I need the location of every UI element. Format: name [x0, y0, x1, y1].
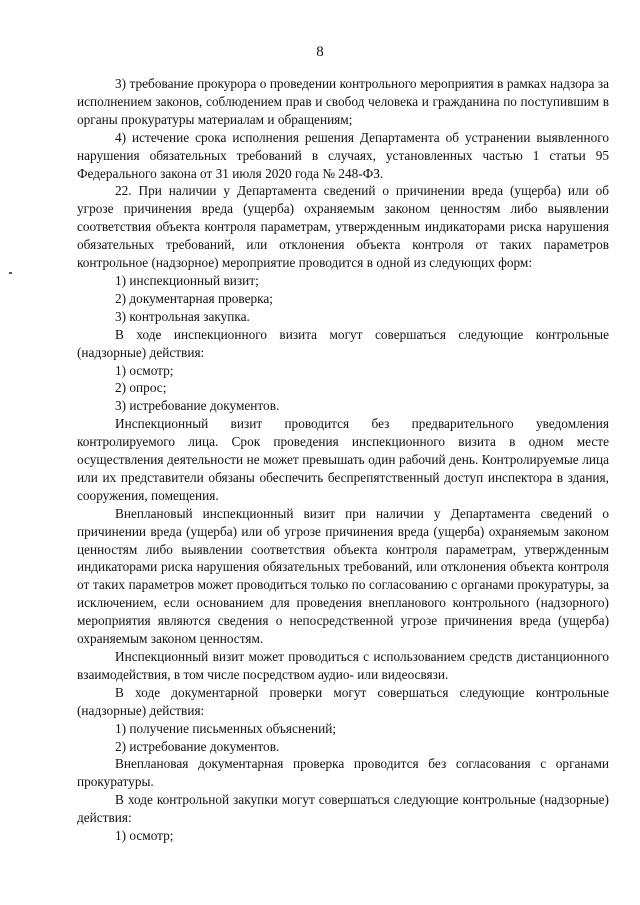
paragraph-control-purchase-actions: В ходе контрольной закупки могут совершаться следующие контрольные (надзорные) действия:: [77, 792, 609, 826]
paragraph-item-22: 22. При наличии у Департамента сведений о причинении вреда (ущерба) или об угрозе причинения вреда (ущерба) охраняемым законом ценностям либо выявлении соответствия объекта контроля параметрам, утвержденным индикаторами риска нарушения обязательных требований, или отклонения объекта контроля от таких параметров контрольное (надзорное) мероприятие проводится в одной из следующих форм:: [77, 183, 609, 271]
paragraph-unscheduled-visit: Внеплановый инспекционный визит при наличии у Департамента сведений о причинении вреда (ущерба) или об угрозе причинения вреда (ущерба) охраняемым законом ценностям либо выявлении соответствия объекта контроля параметрам, утвержденным индикаторами риска нарушения обязательных требований, или отклонения объекта контроля от таких параметров может проводиться только по согласованию с органами прокуратуры, за исключением, если основанием для проведения внепланового контрольного (надзорного) мероприятия являются сведения о непосредственной угрозе причинения вреда (ущерба) охраняемым законом ценностям.: [77, 505, 609, 647]
paragraph-inspection-visit: Инспекционный визит проводится без предварительного уведомления контролируемого лица. Срок проведения инспекционного визита в одном месте осуществления деятельности не может превышать один рабочий день. Контролируемые лица или их представители обязаны обеспечить беспрепятственный доступ инспектора в здания, сооружения, помещения.: [77, 416, 609, 503]
paragraph-prosecutor-request: 3) требование прокурора о проведении контрольного мероприятия в рамках надзора за исполнением законов, соблюдением прав и свобод человека и гражданина по поступившим в органы прокуратуры материалам и обращениям;: [77, 76, 609, 127]
paragraph-remote-visit: Инспекционный визит может проводиться с использованием средств дистанционного взаимодействия, в том числе посредством аудио- или видеосвязи.: [77, 649, 609, 682]
list-item: 2) документарная проверка;: [115, 290, 273, 306]
margin-mark: [9, 272, 12, 274]
list-item: 3) истребование документов.: [115, 398, 280, 414]
document-body: [77, 75, 609, 845]
list-item: 2) истребование документов.: [115, 738, 280, 754]
paragraph-unscheduled-documentary: Внеплановая документарная проверка проводится без согласования с органами прокуратуры.: [77, 756, 609, 790]
list-item: 1) получение письменных объяснений;: [115, 720, 337, 736]
paragraph-deadline-expiry: 4) истечение срока исполнения решения Департамента об устранении выявленного нарушения обязательных требований в случаях, установленных частью 1 статьи 95 Федерального закона от 31 июля 2020 года № 248-ФЗ.: [77, 129, 609, 181]
list-item: 1) инспекционный визит;: [115, 272, 259, 288]
list-item: 1) осмотр;: [115, 362, 174, 378]
list-item: 1) осмотр;: [115, 828, 174, 844]
list-item: 2) опрос;: [115, 380, 167, 396]
paragraph-documentary-actions: В ходе документарной проверки могут совершаться следующие контрольные (надзорные) действия:: [77, 684, 609, 718]
list-item: 3) контрольная закупка.: [115, 308, 250, 324]
page-number: 8: [316, 44, 324, 60]
paragraph-inspection-actions: В ходе инспекционного визита могут совершаться следующие контрольные (надзорные) действия:: [77, 326, 609, 360]
